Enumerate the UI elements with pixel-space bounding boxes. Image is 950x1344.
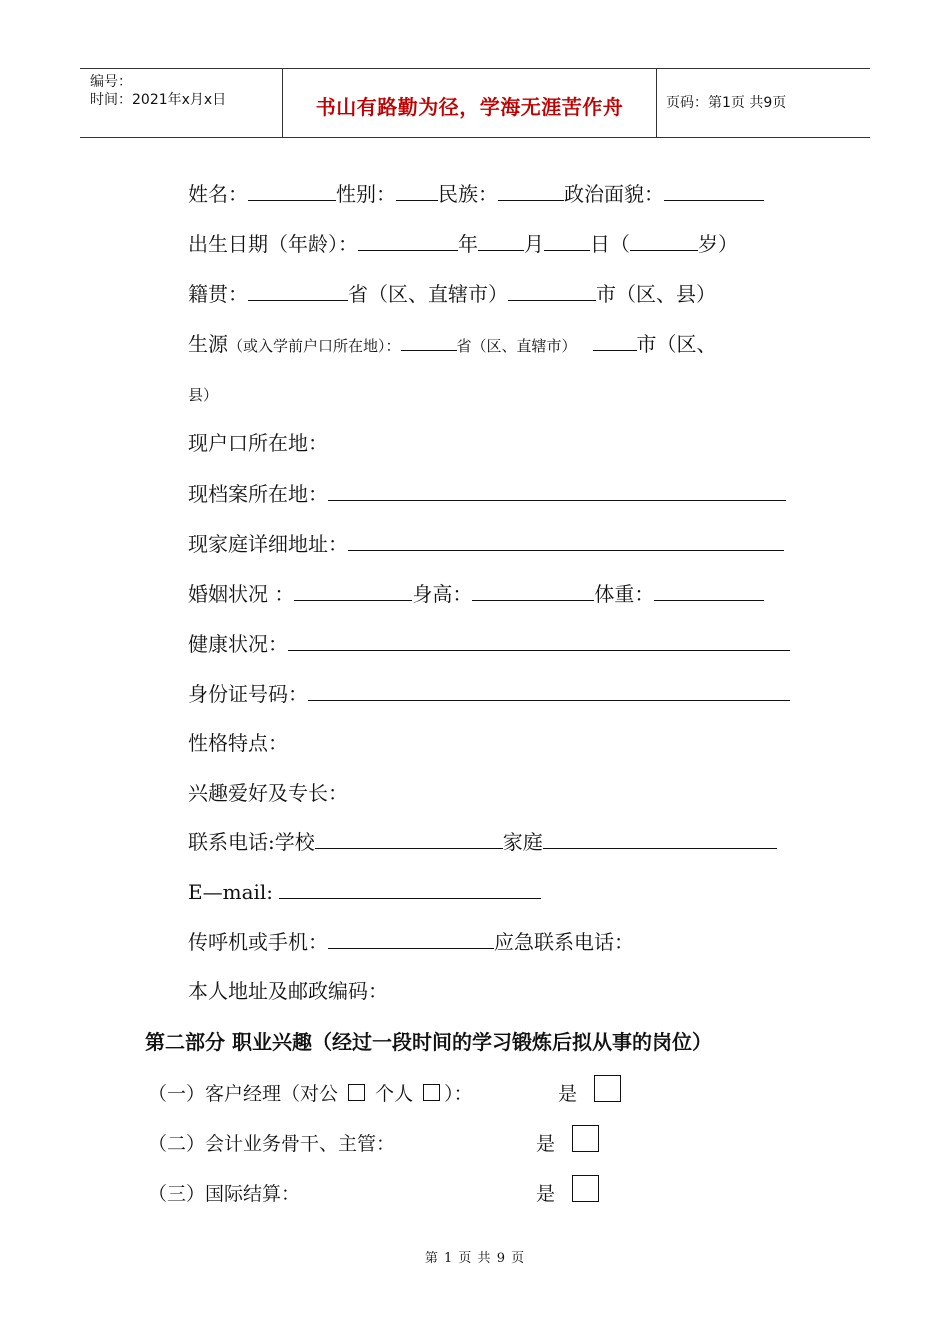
birth-year-field[interactable] — [358, 230, 458, 251]
row-health — [188, 630, 790, 656]
option1-suffix: ）： — [444, 1083, 473, 1105]
year-label: 年 — [458, 232, 478, 256]
personality-label: 性格特点： — [188, 731, 288, 755]
mobile-field[interactable] — [328, 928, 494, 949]
native-city-field[interactable] — [508, 280, 596, 301]
gender-label: 性别： — [336, 182, 396, 206]
home-address-label: 现家庭详细地址： — [188, 532, 348, 556]
row-mobile — [188, 928, 634, 954]
weight-label: 体重： — [594, 582, 655, 606]
row-archive — [188, 480, 786, 506]
header-left-cell — [80, 69, 282, 137]
archive-label: 现档案所在地： — [188, 482, 328, 506]
option3-label: （三）国际结算： — [148, 1183, 301, 1205]
phone-school-label: 联系电话:学校 — [188, 830, 315, 854]
birth-month-field[interactable] — [478, 230, 524, 251]
age-field[interactable] — [630, 230, 698, 251]
option3-yes-checkbox[interactable] — [572, 1175, 599, 1202]
hukou-label: 现户口所在地： — [188, 431, 328, 455]
option-client-manager — [148, 1080, 473, 1108]
section2-title: 第二部分 职业兴趣（经过一段时间的学习锻炼后拟从事的岗位） — [145, 1030, 712, 1054]
option1-prefix: （一）客户经理（对公 — [148, 1083, 339, 1105]
row-phone — [188, 828, 777, 854]
header-right-cell — [656, 69, 870, 137]
native-label: 籍贯： — [188, 282, 248, 306]
home-address-field[interactable] — [348, 530, 784, 551]
email-label: E—mail: — [188, 880, 274, 904]
corporate-checkbox[interactable] — [348, 1084, 365, 1101]
document-number-label: 编号： — [90, 74, 132, 90]
birth-label: 出生日期（年龄）： — [188, 232, 358, 256]
row-birth — [188, 230, 738, 256]
emergency-label: 应急联系电话： — [494, 930, 634, 954]
city-label: 市（区、县） — [596, 282, 716, 306]
political-field[interactable] — [664, 180, 764, 201]
birth-day-field[interactable] — [544, 230, 590, 251]
weight-field[interactable] — [654, 580, 764, 601]
origin-province-field[interactable] — [401, 330, 457, 351]
day-label: 日（ — [590, 232, 630, 256]
ethnicity-label: 民族： — [438, 182, 498, 206]
email-field[interactable] — [279, 878, 541, 899]
origin-county-label: 县） — [188, 386, 219, 404]
origin-city-label: 市（区、 — [636, 332, 717, 356]
row-postal — [188, 978, 388, 1004]
origin-city-field[interactable] — [593, 330, 637, 351]
marital-label: 婚姻状况 ： — [188, 582, 295, 606]
option-intl-settlement — [148, 1180, 300, 1208]
option3-yes-label: 是 — [536, 1183, 556, 1205]
origin-province-label: 省（区、直辖市） — [456, 337, 577, 355]
height-label: 身高： — [412, 582, 473, 606]
row-hobbies — [188, 780, 348, 806]
id-label: 身份证号码： — [188, 682, 308, 706]
marital-field[interactable] — [294, 580, 412, 601]
row-origin — [188, 330, 717, 356]
header-motto: 书山有路勤为径，学海无涯苦作舟 — [315, 95, 624, 119]
option-accounting — [148, 1130, 395, 1158]
origin-note: （或入学前户口所在地）： — [228, 337, 401, 355]
mobile-label: 传呼机或手机： — [188, 930, 328, 954]
province-label: 省（区、直辖市） — [348, 282, 508, 306]
archive-field[interactable] — [328, 480, 786, 501]
personal-checkbox[interactable] — [423, 1084, 440, 1101]
hobbies-label: 兴趣爱好及专长： — [188, 781, 348, 805]
row-personality — [188, 730, 288, 756]
option1-yes-checkbox[interactable] — [594, 1075, 621, 1102]
row-email — [188, 878, 541, 904]
document-header — [80, 68, 870, 138]
option2-yes-checkbox[interactable] — [572, 1125, 599, 1152]
age-label: 岁） — [698, 232, 738, 256]
height-field[interactable] — [472, 580, 594, 601]
name-field[interactable] — [248, 180, 336, 201]
phone-home-field[interactable] — [543, 828, 777, 849]
health-field[interactable] — [288, 630, 790, 651]
postal-label: 本人地址及邮政编码： — [188, 979, 388, 1003]
phone-school-field[interactable] — [315, 828, 503, 849]
row-home-address — [188, 530, 784, 556]
option2-label: （二）会计业务骨干、主管： — [148, 1133, 396, 1155]
political-label: 政治面貌： — [564, 182, 664, 206]
id-field[interactable] — [308, 680, 790, 701]
origin-label: 生源 — [188, 332, 228, 356]
page-footer: 第 1 页 共 9 页 — [424, 1251, 526, 1266]
health-label: 健康状况： — [188, 632, 288, 656]
row-id — [188, 680, 790, 706]
native-province-field[interactable] — [248, 280, 348, 301]
header-center-cell — [282, 69, 657, 137]
row-name — [188, 180, 764, 206]
gender-field[interactable] — [396, 180, 438, 201]
header-page-info: 页码：第1页 共9页 — [666, 95, 787, 111]
row-hukou — [188, 430, 328, 456]
ethnicity-field[interactable] — [498, 180, 564, 201]
option2-yes-label: 是 — [536, 1133, 556, 1155]
option1-mid: 个人 — [375, 1083, 414, 1105]
option1-yes-label: 是 — [558, 1083, 578, 1105]
name-label: 姓名： — [188, 182, 248, 206]
phone-home-label: 家庭 — [502, 830, 543, 854]
row-native — [188, 280, 716, 306]
row-origin-cont — [188, 380, 218, 406]
row-marital — [188, 580, 764, 606]
month-label: 月 — [524, 232, 544, 256]
document-date: 时间：2021年x月x日 — [90, 92, 227, 108]
